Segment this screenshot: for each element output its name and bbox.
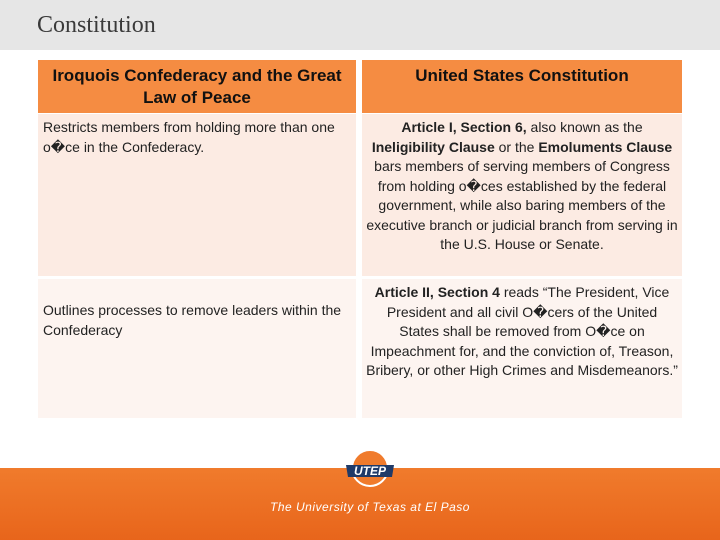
utep-logo <box>340 447 400 493</box>
row2-iroquois-cell <box>38 279 356 418</box>
ineligibility-clause: Ineligibility Clause <box>371 138 495 155</box>
title-bar <box>0 0 720 50</box>
row1-text-b: or the <box>494 138 539 155</box>
logo-text: UTEP <box>353 464 387 478</box>
row1-iroquois-text: Restricts members from holding more than one o�ce in the Confederacy. <box>43 119 335 155</box>
slide-title: Constitution <box>37 12 156 38</box>
article-2-section-4: Article II, Section 4 <box>374 284 500 300</box>
emoluments-clause: Emoluments Clause <box>538 138 673 155</box>
article-1-section-6: Article I, Section 6, <box>401 119 527 135</box>
header-us-constitution: United States Constitution <box>362 60 682 113</box>
header-iroquois: Iroquois Confederacy and the Great Law of Peace <box>38 60 356 113</box>
row1-text-c: bars members of serving members of Congress from holding o�ces established by the federal government, while also baring members of the executive branch or judicial branch from serving in the U.S. House or Senate. <box>366 158 678 252</box>
row2-text: reads “The President, Vice President and all civil O�cers of the United States shall be removed from O�ce on Impeachment for, and the conviction of, Treason, Bribery, or other High Crimes and Misdemeanors.” <box>366 284 678 378</box>
row1-constitution-cell <box>362 114 682 276</box>
row1-iroquois-cell <box>38 114 356 276</box>
row2-constitution-cell <box>362 279 682 418</box>
footer-university-name: The University of Texas at El Paso <box>270 500 470 514</box>
row1-text-a: also known as the <box>526 119 643 135</box>
row2-iroquois-text: Outlines processes to remove leaders within the Confederacy <box>43 302 342 338</box>
